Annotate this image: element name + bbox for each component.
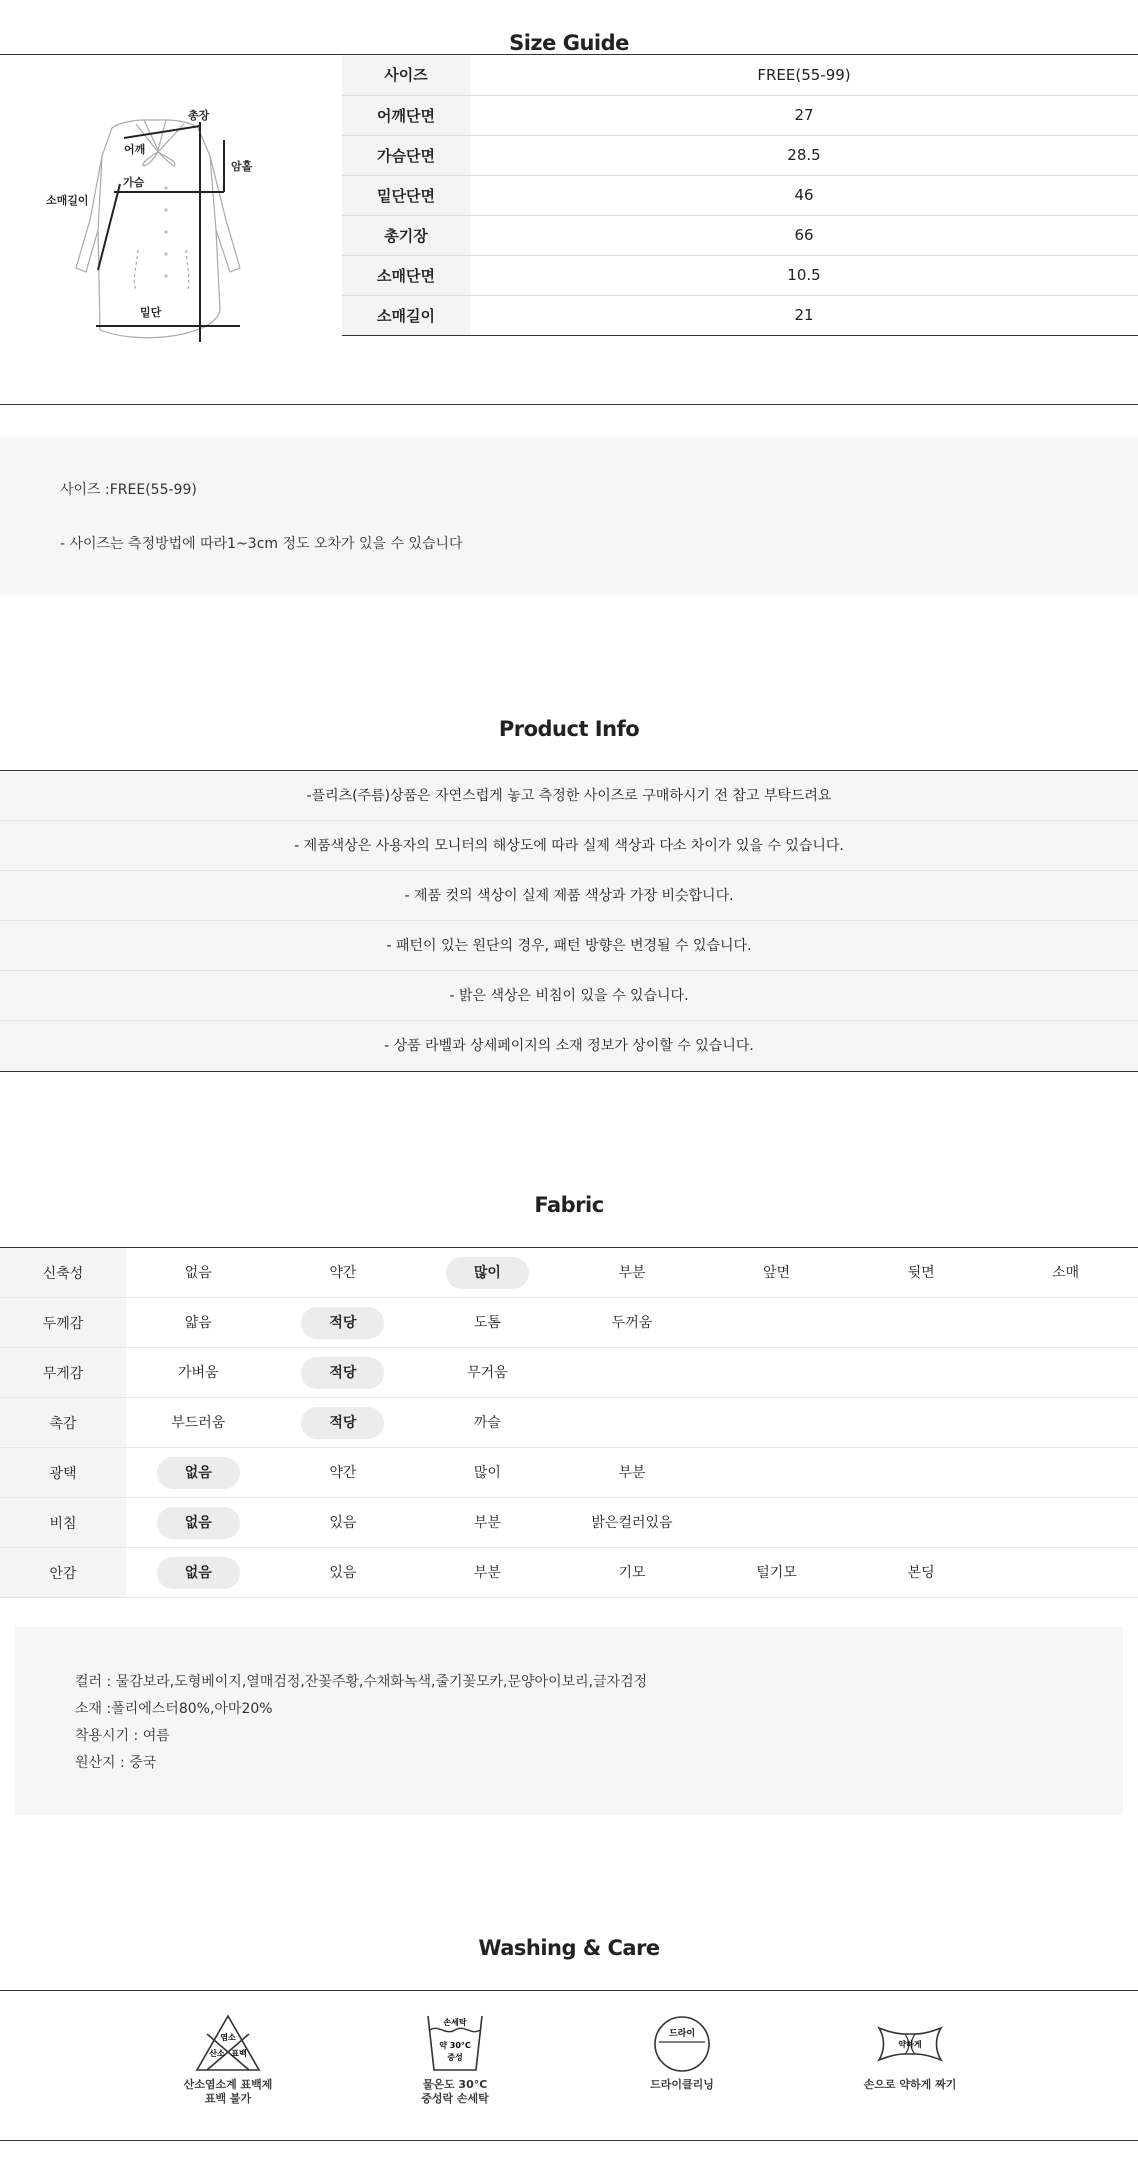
size-value: FREE(55-99): [470, 55, 1138, 95]
fabric-option-cell: [704, 1448, 849, 1498]
fabric-row: [0, 1498, 1138, 1548]
washing-care-title: Washing & Care: [478, 1936, 660, 1960]
fabric-option-selected: 적당: [301, 1407, 384, 1439]
size-label: 밑단단면: [342, 175, 470, 215]
fabric-option-cell: [849, 1248, 994, 1298]
fabric-option-cell: [993, 1348, 1138, 1398]
fabric-option-cell: [415, 1248, 560, 1298]
fabric-option-cell: [849, 1498, 994, 1548]
fabric-option-cell: [849, 1348, 994, 1398]
fabric-option: 있음: [329, 1514, 357, 1531]
wash-caption: 손으로 약하게 짜기: [863, 2078, 957, 2091]
fabric-option: 털기모: [756, 1564, 797, 1581]
size-value: 66: [470, 215, 1138, 255]
size-value: 46: [470, 175, 1138, 215]
hand-wash-symbol-top: 손세탁: [443, 2018, 467, 2027]
fabric-row: [0, 1548, 1138, 1598]
size-label: 소매길이: [342, 295, 470, 335]
fabric-option: 부분: [473, 1564, 501, 1581]
fabric-option: 뒷면: [907, 1264, 935, 1281]
list-item: - 제품색상은 사용자의 모니터의 해상도에 따라 실제 색상과 다소 차이가 있을 수 있습니다.: [0, 821, 1138, 871]
divider: [0, 1990, 1138, 1991]
bleach-symbol-top: 염소: [220, 2033, 236, 2042]
fabric-season: 착용시기 : 여름: [75, 1728, 170, 1744]
diagram-label-total: 총장: [188, 109, 210, 122]
wash-caption: 물온도 30°C: [422, 2078, 488, 2091]
dry-clean-symbol: 드라이: [668, 2029, 696, 2039]
fabric-option-cell: [271, 1398, 416, 1448]
fabric-option: 밝은컬러있음: [591, 1514, 673, 1531]
wash-item-hand-wash: [390, 2012, 520, 2106]
fabric-option-selected: 적당: [301, 1307, 384, 1339]
fabric-option-cell: [993, 1298, 1138, 1348]
fabric-option-cell: [993, 1548, 1138, 1598]
bleach-symbol-oxygen: 산소: [209, 2049, 225, 2058]
fabric-option-cell: [993, 1448, 1138, 1498]
size-value: 21: [470, 295, 1138, 335]
fabric-row: [0, 1298, 1138, 1348]
fabric-option-cell: [560, 1448, 705, 1498]
fabric-option: 두꺼움: [611, 1314, 653, 1331]
fabric-option: 부분: [618, 1464, 646, 1481]
fabric-row: [0, 1398, 1138, 1448]
size-note-box: [0, 436, 1138, 596]
fabric-option-cell: [560, 1348, 705, 1398]
fabric-color: 컬러 : 물감보라,도형베이지,열매검정,잔꽃주황,수채화녹색,줄기꽃모카,문양아이보리,글자검정: [75, 1674, 648, 1690]
fabric-option-cell: [126, 1498, 271, 1548]
divider: [0, 2140, 1138, 2141]
fabric-option-cell: [271, 1298, 416, 1348]
diagram-label-chest: 가슴: [123, 176, 145, 189]
fabric-option-cell: [126, 1248, 271, 1298]
dry-clean-icon: [647, 2012, 717, 2074]
wash-caption: 표백 불가: [204, 2092, 252, 2105]
fabric-option-cell: [415, 1548, 560, 1598]
fabric-option: 없음: [184, 1264, 212, 1281]
fabric-option-cell: [560, 1298, 705, 1348]
fabric-row: [0, 1448, 1138, 1498]
table-row: [342, 215, 1138, 255]
fabric-option: 까슬: [473, 1414, 501, 1431]
fabric-option-cell: [560, 1398, 705, 1448]
size-label: 어깨단면: [342, 95, 470, 135]
list-item: -플리츠(주름)상품은 자연스럽게 놓고 측정한 사이즈로 구매하시기 전 참고 부탁드려요: [0, 771, 1138, 821]
fabric-option: 부드러움: [171, 1414, 226, 1431]
fabric-option-cell: [126, 1548, 271, 1598]
wring-gently-icon: [875, 2012, 945, 2074]
fabric-option: 많이: [473, 1464, 501, 1481]
table-row: [342, 95, 1138, 135]
wash-item-wring: [845, 2012, 975, 2092]
fabric-option-selected: 없음: [157, 1557, 240, 1589]
fabric-option-cell: [126, 1298, 271, 1348]
divider: [0, 404, 1138, 405]
fabric-option-cell: [704, 1298, 849, 1348]
size-guide-title: Size Guide: [509, 31, 629, 55]
diagram-label-armhole: 암홀: [231, 160, 253, 173]
fabric-option-cell: [704, 1248, 849, 1298]
size-note-size: 사이즈 :FREE(55-99): [60, 482, 197, 498]
wash-item-bleach: [163, 2012, 293, 2106]
fabric-label: 비침: [0, 1498, 126, 1548]
fabric-option-cell: [415, 1298, 560, 1348]
fabric-row: [0, 1348, 1138, 1398]
fabric-option-cell: [126, 1348, 271, 1398]
fabric-option: 얇음: [184, 1314, 212, 1331]
table-row: [342, 295, 1138, 335]
wash-item-dry-clean: [617, 2012, 747, 2092]
size-label: 가슴단면: [342, 135, 470, 175]
fabric-title: Fabric: [534, 1193, 604, 1217]
fabric-details-box: [15, 1627, 1123, 1815]
bleach-symbol-bleach: 표백: [231, 2049, 247, 2058]
fabric-option-cell: [704, 1548, 849, 1598]
fabric-option-cell: [415, 1348, 560, 1398]
fabric-option-cell: [849, 1298, 994, 1348]
fabric-option-cell: [704, 1498, 849, 1548]
fabric-option-cell: [849, 1398, 994, 1448]
fabric-option: 앞면: [763, 1264, 791, 1281]
list-item: - 패턴이 있는 원단의 경우, 패턴 방향은 변경될 수 있습니다.: [0, 921, 1138, 971]
product-info-list: [0, 770, 1138, 1072]
size-table: [342, 55, 1138, 336]
fabric-label: 촉감: [0, 1398, 126, 1448]
fabric-option-cell: [560, 1548, 705, 1598]
fabric-option: 무거움: [467, 1364, 508, 1381]
fabric-option-cell: [560, 1498, 705, 1548]
fabric-option-cell: [415, 1498, 560, 1548]
fabric-option-cell: [126, 1398, 271, 1448]
table-row: [342, 55, 1138, 95]
fabric-option: 소매: [1052, 1264, 1080, 1281]
fabric-option-cell: [704, 1348, 849, 1398]
bleach-icon: [193, 2012, 263, 2074]
fabric-option: 기모: [618, 1564, 646, 1581]
fabric-table: [0, 1247, 1138, 1598]
table-row: [342, 135, 1138, 175]
hand-wash-icon: [420, 2012, 490, 2074]
fabric-option-cell: [993, 1398, 1138, 1448]
fabric-option-cell: [271, 1498, 416, 1548]
fabric-option-cell: [560, 1248, 705, 1298]
fabric-option-cell: [993, 1498, 1138, 1548]
diagram-label-shoulder: 어깨: [124, 143, 146, 156]
fabric-option-cell: [126, 1448, 271, 1498]
table-row: [342, 255, 1138, 295]
fabric-option: 부분: [473, 1514, 501, 1531]
size-label: 소매단면: [342, 255, 470, 295]
wash-caption: 중성락 손세탁: [421, 2092, 489, 2105]
list-item: - 제품 컷의 색상이 실제 제품 색상과 가장 비슷합니다.: [0, 871, 1138, 921]
wash-caption: 드라이클리닝: [650, 2078, 714, 2091]
fabric-label: 두께감: [0, 1298, 126, 1348]
fabric-option-selected: 없음: [157, 1457, 240, 1489]
wring-symbol: 약하게: [898, 2040, 922, 2049]
fabric-option-cell: [849, 1448, 994, 1498]
fabric-row: [0, 1248, 1138, 1298]
fabric-option-selected: 적당: [301, 1357, 384, 1389]
size-value: 28.5: [470, 135, 1138, 175]
fabric-option-cell: [271, 1448, 416, 1498]
product-info-title: Product Info: [498, 717, 640, 741]
fabric-option: 부분: [618, 1264, 646, 1281]
list-item: - 밝은 색상은 비침이 있을 수 있습니다.: [0, 971, 1138, 1021]
size-note-tolerance: - 사이즈는 측정방법에 따라1~3cm 정도 오차가 있을 수 있습니다: [60, 536, 463, 552]
size-value: 27: [470, 95, 1138, 135]
fabric-material: 소재 :폴리에스터80%,아마20%: [75, 1701, 273, 1717]
fabric-option-cell: [849, 1548, 994, 1598]
size-label: 총기장: [342, 215, 470, 255]
fabric-label: 무게감: [0, 1348, 126, 1398]
table-row: [342, 175, 1138, 215]
garment-diagram: [40, 100, 280, 360]
fabric-option-cell: [993, 1248, 1138, 1298]
fabric-option: 도톰: [473, 1314, 501, 1331]
wash-caption: 산소염소계 표백제: [183, 2078, 273, 2091]
fabric-option-cell: [271, 1548, 416, 1598]
fabric-option: 약간: [329, 1264, 357, 1281]
fabric-option-cell: [704, 1398, 849, 1448]
diagram-label-sleeve: 소매길이: [46, 194, 89, 207]
diagram-label-hem: 밑단: [140, 306, 162, 319]
fabric-origin: 원산지 : 중국: [75, 1755, 157, 1771]
fabric-option-selected: 많이: [446, 1257, 529, 1289]
fabric-option: 약간: [329, 1464, 357, 1481]
fabric-label: 신축성: [0, 1248, 126, 1298]
size-value: 10.5: [470, 255, 1138, 295]
fabric-option-cell: [415, 1448, 560, 1498]
fabric-option-selected: 없음: [157, 1507, 240, 1539]
fabric-option-cell: [415, 1398, 560, 1448]
fabric-option-cell: [271, 1348, 416, 1398]
list-item: - 상품 라벨과 상세페이지의 소재 정보가 상이할 수 있습니다.: [0, 1021, 1138, 1071]
fabric-label: 광택: [0, 1448, 126, 1498]
fabric-option: 본딩: [907, 1564, 935, 1581]
fabric-label: 안감: [0, 1548, 126, 1598]
fabric-option: 가벼움: [177, 1364, 219, 1381]
fabric-option: 있음: [329, 1564, 357, 1581]
size-label: 사이즈: [342, 55, 470, 95]
fabric-option-cell: [271, 1248, 416, 1298]
hand-wash-symbol-temp: 약 30°C: [439, 2041, 471, 2050]
hand-wash-symbol-neutral: 중성: [447, 2053, 463, 2062]
